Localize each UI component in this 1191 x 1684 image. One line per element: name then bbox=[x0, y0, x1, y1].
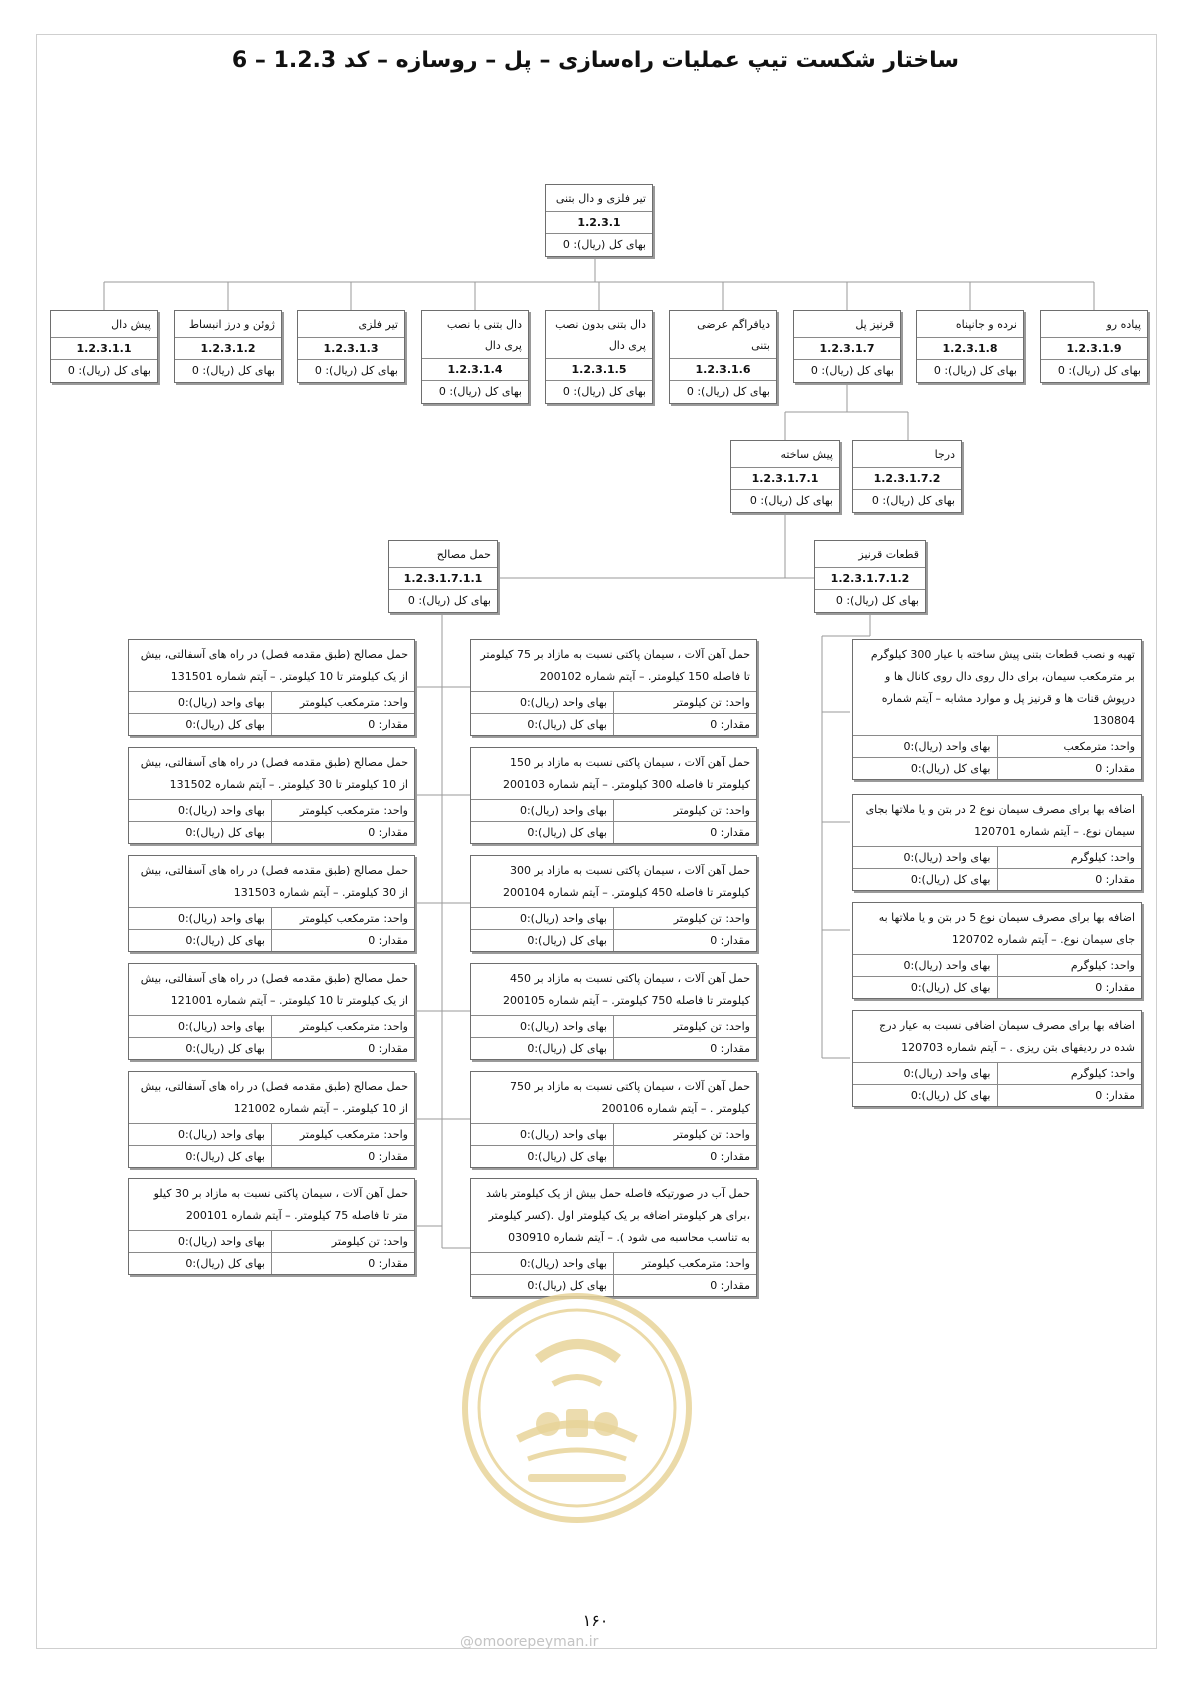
item-quantity: مقدار: 0 bbox=[271, 1038, 414, 1059]
item-description: اضافه بها برای مصرف سیمان نوع 2 در بتن و یا ملاتها بجای سیمان نوع. – آیتم شماره 120701 bbox=[853, 795, 1141, 847]
item-unit-price: بهای واحد (ریال):0 bbox=[519, 1257, 607, 1270]
wbs-node-1.2.3.1.2[interactable] bbox=[174, 310, 282, 383]
wbs-node-1.2.3.1.6[interactable] bbox=[669, 310, 777, 404]
item-unit: واحد: کیلوگرم bbox=[997, 955, 1142, 976]
item-unit-price: بهای واحد (ریال):0 bbox=[519, 1128, 607, 1141]
node-price: بهای کل (ریال): 0 bbox=[191, 364, 275, 377]
item-unit: واحد: تن کیلومتر bbox=[613, 692, 756, 713]
item-description: اضافه بها برای مصرف سیمان نوع 5 در بتن و یا ملاتها به جای سیمان نوع. – آیتم شماره 120702 bbox=[853, 903, 1141, 955]
item-unit-price: بهای واحد (ریال):0 bbox=[903, 959, 991, 972]
item-200101[interactable] bbox=[128, 1178, 415, 1275]
node-price: بهای کل (ریال): 0 bbox=[438, 385, 522, 398]
item-quantity: مقدار: 0 bbox=[271, 1253, 414, 1274]
node-name: تیر فلزی و دال بتنی bbox=[546, 185, 652, 212]
node-code: 1.2.3.1.4 bbox=[422, 359, 528, 381]
item-unit: واحد: مترمکعب کیلومتر bbox=[271, 1016, 414, 1037]
wbs-node-1.2.3.1.5[interactable] bbox=[545, 310, 653, 404]
item-unit-price: بهای واحد (ریال):0 bbox=[519, 804, 607, 817]
item-unit-price: بهای واحد (ریال):0 bbox=[177, 804, 265, 817]
node-price: بهای کل (ریال): 0 bbox=[314, 364, 398, 377]
item-description: اضافه بها برای مصرف سیمان اضافی نسبت به عیار درج شده در ردیفهای بتن ریزی . – آیتم شماره 120703 bbox=[853, 1011, 1141, 1063]
item-description: حمل مصالح (طبق مقدمه فصل) در راه های آسفالتی، بیش از یک کیلومتر تا 10 کیلومتر. – آیتم شماره 121001 bbox=[129, 964, 414, 1016]
item-200103[interactable] bbox=[470, 747, 757, 844]
item-unit-price: بهای واحد (ریال):0 bbox=[903, 740, 991, 753]
node-code: 1.2.3.1 bbox=[546, 212, 652, 234]
item-quantity: مقدار: 0 bbox=[997, 977, 1142, 998]
node-code: 1.2.3.1.3 bbox=[298, 338, 404, 360]
watermark-handle: @omoorepeyman.ir bbox=[460, 1634, 599, 1650]
item-unit: واحد: تن کیلومتر bbox=[271, 1231, 414, 1252]
wbs-node-1.2.3.1.9[interactable] bbox=[1040, 310, 1148, 383]
node-price: بهای کل (ریال): 0 bbox=[1057, 364, 1141, 377]
item-description: حمل آهن آلات ، سیمان پاکتی نسبت به مازاد بر 750 کیلومتر . – آیتم شماره 200106 bbox=[471, 1072, 756, 1124]
item-total-price: بهای کل (ریال):0 bbox=[527, 826, 607, 839]
item-total-price: بهای کل (ریال):0 bbox=[527, 934, 607, 947]
item-120702[interactable] bbox=[852, 902, 1142, 999]
node-code: 1.2.3.1.6 bbox=[670, 359, 776, 381]
item-total-price: بهای کل (ریال):0 bbox=[185, 934, 265, 947]
item-total-price: بهای کل (ریال):0 bbox=[185, 826, 265, 839]
item-unit-price: بهای واحد (ریال):0 bbox=[903, 1067, 991, 1080]
item-131501[interactable] bbox=[128, 639, 415, 736]
item-quantity: مقدار: 0 bbox=[613, 822, 756, 843]
item-total-price: بهای کل (ریال):0 bbox=[527, 1042, 607, 1055]
wbs-node-1.2.3.1.3[interactable] bbox=[297, 310, 405, 383]
item-total-price: بهای کل (ریال):0 bbox=[910, 873, 991, 886]
node-name: حمل مصالح bbox=[389, 541, 497, 568]
node-code: 1.2.3.1.9 bbox=[1041, 338, 1147, 360]
node-name: قرنیز پل bbox=[794, 311, 900, 338]
item-description: حمل مصالح (طبق مقدمه فصل) در راه های آسفالتی، بیش از 30 کیلومتر. – آیتم شماره 131503 bbox=[129, 856, 414, 908]
page-title: ساختار شکست تیپ عملیات راه‌سازی – پل – روسازه – کد 1.2.3 – 6 bbox=[231, 48, 960, 73]
item-unit: واحد: مترمکعب کیلومتر bbox=[271, 908, 414, 929]
item-quantity: مقدار: 0 bbox=[997, 869, 1142, 890]
node-code: 1.2.3.1.1 bbox=[51, 338, 157, 360]
item-quantity: مقدار: 0 bbox=[271, 714, 414, 735]
item-unit-price: بهای واحد (ریال):0 bbox=[177, 1020, 265, 1033]
wbs-node-1.2.3.1.8[interactable] bbox=[916, 310, 1024, 383]
node-name: پیش دال bbox=[51, 311, 157, 338]
node-name: ژوئن و درز انبساط bbox=[175, 311, 281, 338]
item-description: حمل آهن آلات ، سیمان پاکتی نسبت به مازاد بر 75 کیلومتر تا فاصله 150 کیلومتر. – آیتم شماره 200102 bbox=[471, 640, 756, 692]
page-number: ۱۶۰ bbox=[582, 1611, 609, 1630]
item-description: حمل آهن آلات ، سیمان پاکتی نسبت به مازاد بر 150 کیلومتر تا فاصله 300 کیلومتر. – آیتم شماره 200103 bbox=[471, 748, 756, 800]
item-total-price: بهای کل (ریال):0 bbox=[185, 718, 265, 731]
item-total-price: بهای کل (ریال):0 bbox=[527, 1279, 607, 1292]
node-price: بهای کل (ریال): 0 bbox=[835, 594, 919, 607]
node-price: بهای کل (ریال): 0 bbox=[562, 238, 646, 251]
item-unit: واحد: کیلوگرم bbox=[997, 1063, 1142, 1084]
item-unit-price: بهای واحد (ریال):0 bbox=[177, 1235, 265, 1248]
item-description: حمل آهن آلات ، سیمان پاکتی نسبت به مازاد بر 450 کیلومتر تا فاصله 750 کیلومتر. – آیتم شماره 200105 bbox=[471, 964, 756, 1016]
wbs-node-1.2.3.1.7.2[interactable] bbox=[852, 440, 962, 513]
item-unit-price: بهای واحد (ریال):0 bbox=[903, 851, 991, 864]
node-name: قطعات قرنیز bbox=[815, 541, 925, 568]
node-code: 1.2.3.1.5 bbox=[546, 359, 652, 381]
item-quantity: مقدار: 0 bbox=[997, 1085, 1142, 1106]
item-120703[interactable] bbox=[852, 1010, 1142, 1107]
item-total-price: بهای کل (ریال):0 bbox=[910, 1089, 991, 1102]
node-name: نرده و جانپناه bbox=[917, 311, 1023, 338]
item-unit: واحد: تن کیلومتر bbox=[613, 800, 756, 821]
wbs-node-root[interactable] bbox=[545, 184, 653, 257]
item-total-price: بهای کل (ریال):0 bbox=[185, 1150, 265, 1163]
item-quantity: مقدار: 0 bbox=[271, 822, 414, 843]
node-price: بهای کل (ریال): 0 bbox=[810, 364, 894, 377]
item-quantity: مقدار: 0 bbox=[613, 1038, 756, 1059]
item-131503[interactable] bbox=[128, 855, 415, 952]
wbs-node-1.2.3.1.1[interactable] bbox=[50, 310, 158, 383]
item-total-price: بهای کل (ریال):0 bbox=[910, 762, 991, 775]
node-price: بهای کل (ریال): 0 bbox=[67, 364, 151, 377]
item-quantity: مقدار: 0 bbox=[613, 1275, 756, 1296]
item-description: حمل مصالح (طبق مقدمه فصل) در راه های آسفالتی، بیش از یک کیلومتر تا 10 کیلومتر. – آیتم شماره 131501 bbox=[129, 640, 414, 692]
node-price: بهای کل (ریال): 0 bbox=[686, 385, 770, 398]
wbs-node-1.2.3.1.7[interactable] bbox=[793, 310, 901, 383]
node-name: درجا bbox=[853, 441, 961, 468]
node-code: 1.2.3.1.7.1 bbox=[731, 468, 839, 490]
item-121001[interactable] bbox=[128, 963, 415, 1060]
node-price: بهای کل (ریال): 0 bbox=[749, 494, 833, 507]
wbs-node-1.2.3.1.4[interactable] bbox=[421, 310, 529, 404]
wbs-node-1.2.3.1.7.1[interactable] bbox=[730, 440, 840, 513]
item-description: حمل مصالح (طبق مقدمه فصل) در راه های آسفالتی، بیش از 10 کیلومتر. – آیتم شماره 121002 bbox=[129, 1072, 414, 1124]
item-quantity: مقدار: 0 bbox=[613, 714, 756, 735]
item-description: تهیه و نصب قطعات بتنی پیش ساخته با عیار 300 کیلوگرم بر مترمکعب سیمان، برای دال روی دال روی کانال ها و درپوش قنات ها و قرنیز پل و موارد مشابه – آیتم شماره 130804 bbox=[853, 640, 1141, 736]
item-quantity: مقدار: 0 bbox=[997, 758, 1142, 779]
item-description: حمل آهن آلات ، سیمان پاکتی نسبت به مازاد بر 30 کیلو متر تا فاصله 75 کیلومتر. – آیتم شماره 200101 bbox=[129, 1179, 414, 1231]
item-200104[interactable] bbox=[470, 855, 757, 952]
node-code: 1.2.3.1.2 bbox=[175, 338, 281, 360]
item-unit: واحد: تن کیلومتر bbox=[613, 908, 756, 929]
node-code: 1.2.3.1.7.1.2 bbox=[815, 568, 925, 590]
item-description: حمل آهن آلات ، سیمان پاکتی نسبت به مازاد بر 300 کیلومتر تا فاصله 450 کیلومتر. – آیتم شماره 200104 bbox=[471, 856, 756, 908]
item-unit-price: بهای واحد (ریال):0 bbox=[177, 912, 265, 925]
node-code: 1.2.3.1.8 bbox=[917, 338, 1023, 360]
node-price: بهای کل (ریال): 0 bbox=[562, 385, 646, 398]
wbs-node-1.2.3.1.7.1.2[interactable] bbox=[814, 540, 926, 613]
item-131502[interactable] bbox=[128, 747, 415, 844]
item-unit-price: بهای واحد (ریال):0 bbox=[519, 912, 607, 925]
item-total-price: بهای کل (ریال):0 bbox=[910, 981, 991, 994]
item-quantity: مقدار: 0 bbox=[613, 1146, 756, 1167]
item-unit: واحد: تن کیلومتر bbox=[613, 1124, 756, 1145]
item-total-price: بهای کل (ریال):0 bbox=[527, 1150, 607, 1163]
item-unit: واحد: مترمکعب bbox=[997, 736, 1142, 757]
item-unit: واحد: مترمکعب کیلومتر bbox=[271, 692, 414, 713]
node-name: دال بتنی با نصب پری دال bbox=[422, 311, 528, 359]
seal-logo-icon bbox=[458, 1289, 696, 1527]
item-total-price: بهای کل (ریال):0 bbox=[185, 1042, 265, 1055]
item-quantity: مقدار: 0 bbox=[613, 930, 756, 951]
item-unit: واحد: مترمکعب کیلومتر bbox=[613, 1253, 756, 1274]
node-code: 1.2.3.1.7 bbox=[794, 338, 900, 360]
item-unit: واحد: مترمکعب کیلومتر bbox=[271, 800, 414, 821]
node-name: پیاده رو bbox=[1041, 311, 1147, 338]
item-description: حمل مصالح (طبق مقدمه فصل) در راه های آسفالتی، بیش از 10 کیلومتر تا 30 کیلومتر. – آیتم شماره 131502 bbox=[129, 748, 414, 800]
node-code: 1.2.3.1.7.1.1 bbox=[389, 568, 497, 590]
node-name: تیر فلزی bbox=[298, 311, 404, 338]
item-quantity: مقدار: 0 bbox=[271, 930, 414, 951]
item-unit-price: بهای واحد (ریال):0 bbox=[519, 696, 607, 709]
item-200105[interactable] bbox=[470, 963, 757, 1060]
wbs-node-1.2.3.1.7.1.1[interactable] bbox=[388, 540, 498, 613]
node-price: بهای کل (ریال): 0 bbox=[933, 364, 1017, 377]
item-030910[interactable] bbox=[470, 1178, 757, 1297]
node-code: 1.2.3.1.7.2 bbox=[853, 468, 961, 490]
node-name: دیافراگم عرضی بتنی bbox=[670, 311, 776, 359]
item-121002[interactable] bbox=[128, 1071, 415, 1168]
item-description: حمل آب در صورتیکه فاصله حمل بیش از یک کیلومتر باشد ،برای هر کیلومتر اضافه بر یک کیلومتر اول .(کسر کیلومتر به تناسب محاسبه می شود ). – آیتم شماره 030910 bbox=[471, 1179, 756, 1253]
item-120701[interactable] bbox=[852, 794, 1142, 891]
item-quantity: مقدار: 0 bbox=[271, 1146, 414, 1167]
node-price: بهای کل (ریال): 0 bbox=[407, 594, 491, 607]
item-130804[interactable] bbox=[852, 639, 1142, 780]
item-total-price: بهای کل (ریال):0 bbox=[527, 718, 607, 731]
item-unit-price: بهای واحد (ریال):0 bbox=[177, 696, 265, 709]
node-price: بهای کل (ریال): 0 bbox=[871, 494, 955, 507]
node-name: دال بتنی بدون نصب پری دال bbox=[546, 311, 652, 359]
item-200106[interactable] bbox=[470, 1071, 757, 1168]
node-name: پیش ساخته bbox=[731, 441, 839, 468]
item-unit: واحد: کیلوگرم bbox=[997, 847, 1142, 868]
item-unit: واحد: تن کیلومتر bbox=[613, 1016, 756, 1037]
item-unit-price: بهای واحد (ریال):0 bbox=[177, 1128, 265, 1141]
item-unit-price: بهای واحد (ریال):0 bbox=[519, 1020, 607, 1033]
item-200102[interactable] bbox=[470, 639, 757, 736]
item-total-price: بهای کل (ریال):0 bbox=[185, 1257, 265, 1270]
item-unit: واحد: مترمکعب کیلومتر bbox=[271, 1124, 414, 1145]
